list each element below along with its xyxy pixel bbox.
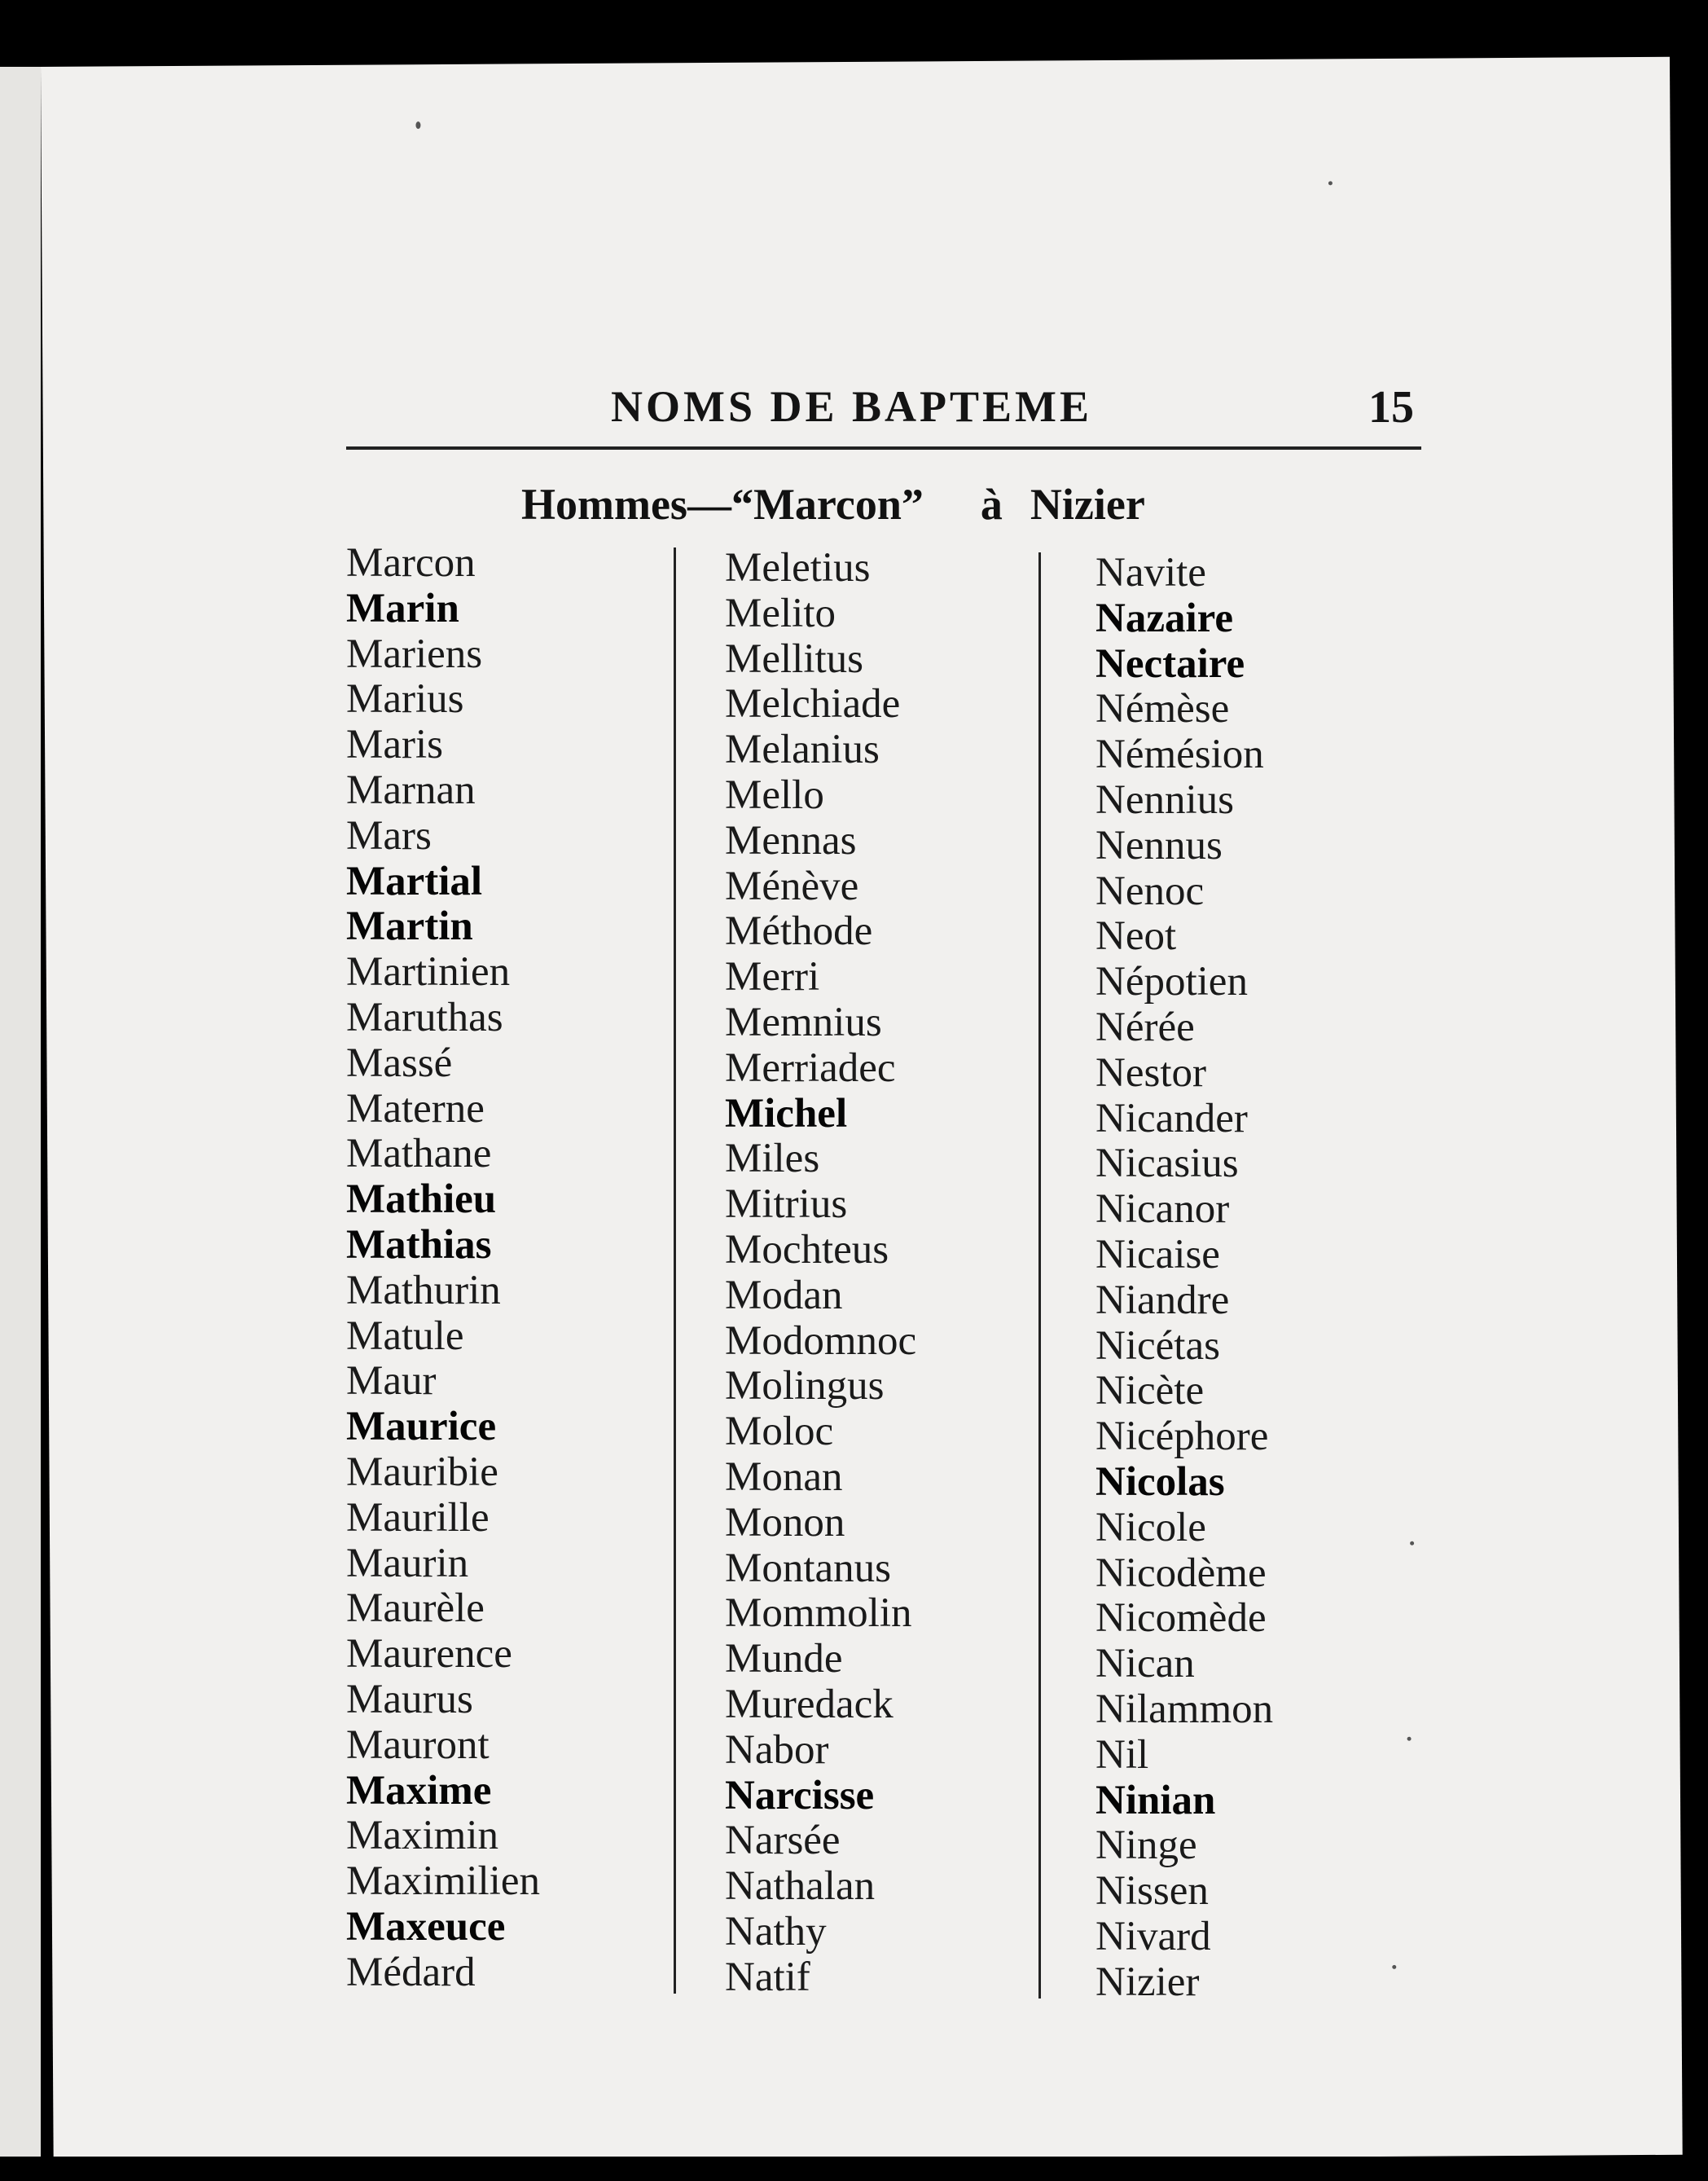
name-entry: Nican	[1095, 1641, 1195, 1687]
name-entry: Memnius	[725, 999, 882, 1045]
name-entry: Nenoc	[1095, 868, 1205, 914]
name-entry: Merri	[725, 954, 820, 1000]
name-entry: Médard	[346, 1949, 476, 1995]
name-entry: Ménève	[725, 863, 859, 909]
name-entry: Marin	[346, 585, 459, 631]
name-entry: Niandre	[1095, 1277, 1230, 1323]
name-entry: Mellitus	[725, 635, 864, 682]
name-entry: Nabor	[725, 1726, 829, 1773]
name-entry: Michel	[725, 1090, 848, 1137]
scan-speck	[415, 121, 420, 129]
name-entry: Materne	[346, 1085, 485, 1132]
name-entry: Némèse	[1095, 686, 1230, 732]
name-entry: Nivard	[1095, 1913, 1211, 1959]
names-column-2	[725, 546, 916, 2001]
name-entry: Monon	[725, 1499, 845, 1546]
name-entry: Nicète	[1095, 1368, 1205, 1414]
name-entry: Narcisse	[725, 1772, 875, 1818]
name-entry: Nathalan	[725, 1863, 876, 1910]
name-entry: Maur	[346, 1358, 437, 1405]
name-entry: Nilammon	[1095, 1686, 1274, 1732]
name-entry: Melanius	[725, 727, 880, 773]
name-entry: Nizier	[1095, 1959, 1200, 2005]
name-entry: Molingus	[725, 1363, 885, 1409]
column-divider	[674, 547, 676, 1994]
section-title-start: Hommes—“Marcon”	[521, 480, 924, 529]
facing-page-edge	[0, 67, 41, 2165]
name-entry: Maurus	[346, 1676, 473, 1722]
scan-speck	[1328, 181, 1333, 185]
name-entry: Narsée	[725, 1818, 841, 1864]
name-entry: Nissen	[1095, 1868, 1209, 1915]
name-entry: Maximilien	[346, 1858, 540, 1905]
name-entry: Mauront	[346, 1721, 490, 1768]
name-entry: Mochteus	[725, 1226, 889, 1273]
name-entry: Maruthas	[346, 994, 503, 1040]
section-title-connector: à	[980, 480, 1003, 529]
name-entry: Mitrius	[725, 1181, 848, 1228]
name-entry: Meletius	[725, 545, 871, 591]
name-entry: Mars	[346, 812, 432, 859]
names-column-1	[346, 541, 540, 1996]
name-entry: Mauribie	[346, 1449, 498, 1495]
name-entry: Muredack	[725, 1681, 894, 1727]
name-entry: Maurille	[346, 1494, 490, 1541]
name-entry: Massé	[346, 1040, 453, 1086]
name-entry: Mennas	[725, 817, 857, 864]
name-entry: Ninian	[1095, 1777, 1216, 1823]
name-entry: Marcon	[346, 540, 476, 586]
name-entry: Ninge	[1095, 1823, 1197, 1869]
column-divider	[1038, 552, 1041, 1999]
name-entry: Mommolin	[725, 1590, 912, 1637]
name-entry: Mariens	[346, 631, 483, 677]
name-entry: Nicodème	[1095, 1550, 1267, 1596]
name-entry: Nil	[1095, 1731, 1149, 1778]
names-column-3	[1095, 551, 1273, 2006]
name-entry: Merriadec	[725, 1044, 896, 1091]
name-entry: Montanus	[725, 1545, 891, 1591]
name-entry: Mathurin	[346, 1267, 501, 1313]
name-entry: Nicaise	[1095, 1231, 1220, 1277]
name-entry: Natif	[725, 1954, 810, 2000]
name-entry: Nennus	[1095, 822, 1223, 868]
scan-speck	[1407, 1737, 1412, 1741]
name-entry: Nectaire	[1095, 640, 1245, 687]
name-entry: Moloc	[725, 1409, 834, 1455]
name-entry: Mathane	[346, 1131, 492, 1177]
name-entry: Maurice	[346, 1404, 497, 1450]
name-entry: Nicanor	[1095, 1186, 1230, 1233]
name-entry: Martin	[346, 904, 473, 950]
name-entry: Modan	[725, 1272, 843, 1318]
name-entry: Neot	[1095, 913, 1177, 960]
name-entry: Martinien	[346, 949, 511, 996]
name-entry: Némésion	[1095, 732, 1264, 778]
name-entry: Nicétas	[1095, 1322, 1220, 1369]
name-entry: Maurèle	[346, 1585, 485, 1632]
name-entry: Nestor	[1095, 1049, 1206, 1096]
name-entry: Maurence	[346, 1631, 512, 1678]
page-number: 15	[1368, 382, 1414, 433]
name-entry: Nicasius	[1095, 1141, 1239, 1187]
name-entry: Melito	[725, 590, 836, 636]
name-entry: Martial	[346, 858, 483, 904]
name-entry: Modomnoc	[725, 1317, 917, 1364]
name-entry: Maurin	[346, 1540, 469, 1586]
name-entry: Nathy	[725, 1908, 827, 1955]
section-title	[521, 479, 1145, 530]
header-rule	[346, 446, 1421, 450]
name-entry: Nazaire	[1095, 595, 1233, 641]
name-entry: Népotien	[1095, 959, 1248, 1005]
name-entry: Miles	[725, 1136, 820, 1182]
name-entry: Maximin	[346, 1813, 498, 1859]
scan-speck	[1392, 1965, 1396, 1969]
name-entry: Melchiade	[725, 681, 901, 728]
name-entry: Maris	[346, 722, 443, 768]
scan-speck	[1410, 1541, 1414, 1546]
name-entry: Maxime	[346, 1767, 492, 1814]
name-entry: Marnan	[346, 767, 476, 813]
name-entry: Mathieu	[346, 1176, 497, 1223]
name-entry: Nicole	[1095, 1504, 1206, 1550]
name-entry: Nicéphore	[1095, 1414, 1269, 1460]
name-entry: Nennius	[1095, 776, 1234, 823]
running-head: NOMS DE BAPTEME	[611, 382, 1093, 431]
name-entry: Marius	[346, 676, 464, 723]
scan-border	[0, 2157, 1708, 2181]
name-entry: Mathias	[346, 1221, 492, 1268]
name-entry: Méthode	[725, 908, 873, 955]
name-entry: Nicander	[1095, 1095, 1248, 1141]
section-title-end: Nizier	[1030, 480, 1145, 529]
name-entry: Monan	[725, 1453, 843, 1500]
name-entry: Maxeuce	[346, 1903, 506, 1950]
name-entry: Matule	[346, 1313, 464, 1359]
name-entry: Nicomède	[1095, 1595, 1267, 1642]
name-entry: Munde	[725, 1636, 843, 1682]
name-entry: Navite	[1095, 550, 1206, 596]
name-entry: Mello	[725, 772, 824, 818]
name-entry: Nérée	[1095, 1004, 1195, 1050]
name-entry: Nicolas	[1095, 1458, 1225, 1505]
